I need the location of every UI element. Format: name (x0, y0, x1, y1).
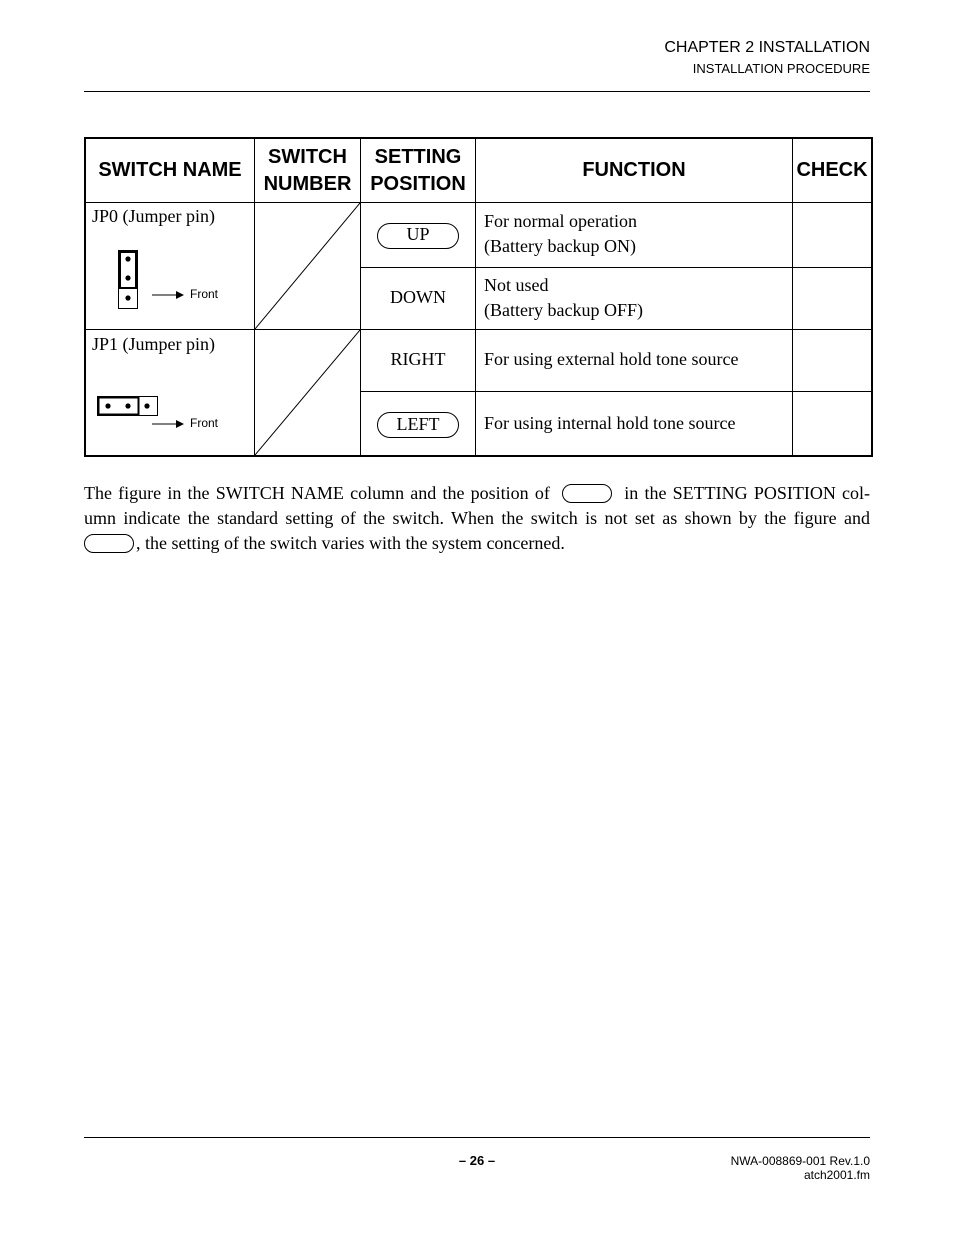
group-divider (84, 329, 873, 330)
standard-setting-marker-icon (562, 484, 612, 503)
footer-rule (84, 1137, 870, 1138)
chapter-title: CHAPTER 2 INSTALLATION (664, 39, 870, 56)
note-part2: in the SETTING POSITION col-umn indicate the standard setting of the switch. When the switch is not set as shown by the figure and (84, 483, 871, 528)
document-id (731, 1154, 870, 1182)
setting-down: DOWN (390, 287, 446, 307)
switch-name-jp0: JP0 (Jumper pin) (92, 206, 215, 226)
function-down (484, 273, 643, 323)
document-file: atch2001.fm (803, 1168, 870, 1182)
jp0-front-label: Front (190, 287, 219, 301)
document-revision: NWA-008869-001 Rev.1.0 (730, 1154, 870, 1168)
switch-settings-table (84, 137, 873, 457)
row-divider (360, 391, 873, 392)
jumper-jp0-figure-icon (114, 247, 234, 311)
standard-setting-marker-icon (84, 534, 134, 553)
standard-setting-note (84, 481, 870, 556)
switch-number-empty-slash (255, 330, 360, 455)
setting-right: RIGHT (390, 349, 446, 369)
function-left: For using internal hold tone source (484, 413, 736, 433)
header-check: CHECK (796, 159, 868, 181)
jp1-front-label: Front (190, 416, 219, 430)
section-title: INSTALLATION PROCEDURE (692, 61, 870, 76)
function-right: For using external hold tone source (484, 349, 739, 369)
header-rule (84, 91, 870, 92)
header-setting-position-line2: POSITION (370, 172, 466, 195)
header-divider (84, 202, 873, 203)
switch-number-empty-slash (255, 203, 360, 329)
header-switch-name: SWITCH NAME (98, 159, 242, 181)
note-part1: The figure in the SWITCH NAME column and the position of (84, 483, 550, 503)
function-up (484, 209, 637, 259)
note-part3: , the setting of the switch varies with the system concerned. (136, 533, 565, 553)
table-border-bottom (84, 455, 873, 457)
header-function: FUNCTION (582, 159, 686, 181)
header-switch-number (255, 139, 360, 202)
page-number: – 26 – (458, 1153, 496, 1168)
setting-up: UP (406, 224, 430, 244)
function-up-line2: (Battery backup ON) (484, 236, 636, 256)
switch-name-jp1: JP1 (Jumper pin) (92, 334, 215, 354)
header-setting-position (361, 139, 475, 202)
header-switch-number-line2: NUMBER (263, 172, 352, 195)
row-divider (360, 267, 873, 268)
function-down-line2: (Battery backup OFF) (484, 300, 643, 320)
function-down-line1: Not used (484, 275, 549, 295)
header-switch-number-line1: SWITCH (268, 145, 347, 168)
header-setting-position-line1: SETTING (374, 145, 462, 168)
setting-left: LEFT (396, 414, 440, 434)
table-border-right (871, 137, 873, 457)
function-up-line1: For normal operation (484, 211, 637, 231)
